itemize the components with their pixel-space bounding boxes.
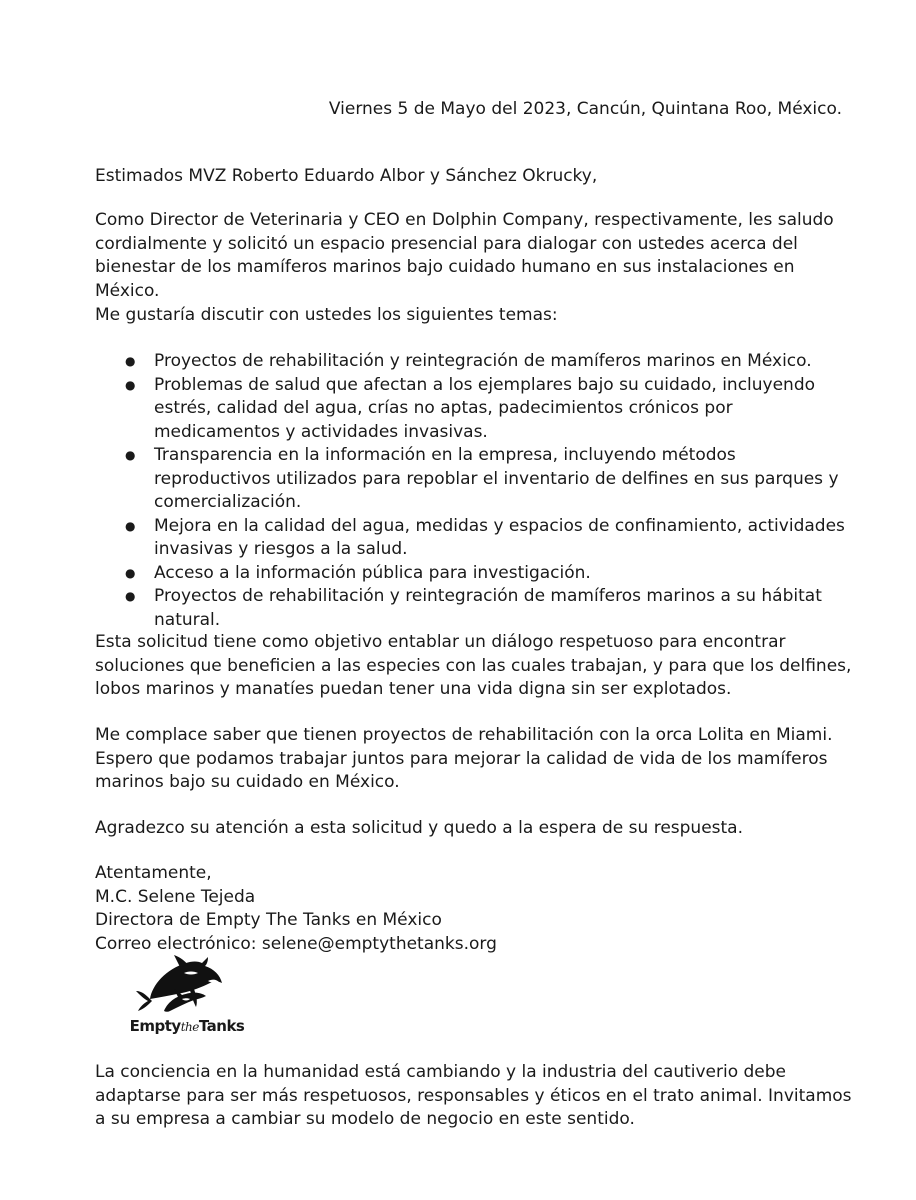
signer-email: Correo electrónico: selene@emptythetanks.org: [95, 933, 497, 954]
list-item-text: Mejora en la calidad del agua, medidas y espacios de confinamiento, actividades invasivas y riesgos a la salud.: [154, 515, 845, 559]
list-item-text: Proyectos de rehabilitación y reintegración de mamíferos marinos a su hábitat natural.: [154, 586, 822, 630]
list-item: [125, 585, 855, 632]
lolita-paragraph: Me complace saber que tienen proyectos de rehabilitación con la orca Lolita en Miami. Espero que podamos trabajar juntos para mejorar la calidad de vida de los mamíferos marinos bajo su cuidado en México.: [95, 725, 833, 792]
bullet-icon: ●: [125, 565, 136, 580]
valediction: Atentamente,: [95, 863, 212, 883]
signer-name: M.C. Selene Tejeda: [95, 886, 256, 907]
list-item-text: Acceso a la información pública para investigación.: [154, 562, 591, 583]
empty-the-tanks-logo: [122, 955, 252, 1043]
list-item: [125, 374, 855, 445]
list-item-text: Problemas de salud que afectan a los ejemplares bajo su cuidado, incluyendo estrés, calidad del agua, crías no aptas, padecimientos crónicos por medicamentos y actividades invasivas.: [154, 374, 816, 442]
closing-paragraph: La conciencia en la humanidad está cambiando y la industria del cautiverio debe adaptarse para ser más respetuosos, responsables y éticos en el trato animal. Invitamos a su empresa a cambiar su modelo de negocio en este sentido.: [95, 1062, 852, 1129]
purpose-paragraph: Esta solicitud tiene como objetivo entablar un diálogo respetuoso para encontrar soluciones que beneficien a las especies con las cuales trabajan, y para que los delfines, lobos marinos y manatíes puedan tener una vida digna sin ser explotados.: [95, 632, 852, 699]
topics-list: [125, 350, 855, 632]
date-line: Viernes 5 de Mayo del 2023, Cancún, Quintana Roo, México.: [328, 99, 842, 119]
list-item-text: Proyectos de rehabilitación y reintegración de mamíferos marinos en México.: [154, 351, 812, 371]
bullet-icon: ●: [125, 448, 136, 462]
bullet-icon: ●: [125, 589, 136, 603]
list-item-text: Transparencia en la información en la empresa, incluyendo métodos reproductivos utilizados para repoblar el inventario de delfines en sus parques y comercialización.: [154, 445, 839, 512]
bullet-icon: ●: [125, 354, 136, 368]
signature-block: [95, 862, 855, 956]
bullet-icon: ●: [125, 377, 136, 392]
list-item: [125, 562, 855, 586]
logo-wordmark: EmptytheTanks: [129, 1017, 245, 1035]
signer-title: Directora de Empty The Tanks en México: [95, 910, 442, 930]
intro-paragraph: Como Director de Veterinaria y CEO en Dolphin Company, respectivamente, les saludo cordialmente y solicitó un espacio presencial para dialogar con ustedes acerca del bienestar de los mamíferos marinos bajo cuidado humano en sus instalaciones en México.: [95, 210, 834, 301]
thanks-paragraph: Agradezco su atención a esta solicitud y quedo a la espera de su respuesta.: [95, 818, 744, 838]
list-item: [125, 444, 855, 515]
topics-intro: Me gustaría discutir con ustedes los siguientes temas:: [95, 305, 558, 325]
salutation: Estimados MVZ Roberto Eduardo Albor y Sánchez Okrucky,: [95, 166, 598, 186]
list-item: [125, 350, 855, 374]
orca-icon: [122, 955, 252, 1017]
bullet-icon: ●: [125, 518, 136, 533]
list-item: [125, 515, 855, 562]
